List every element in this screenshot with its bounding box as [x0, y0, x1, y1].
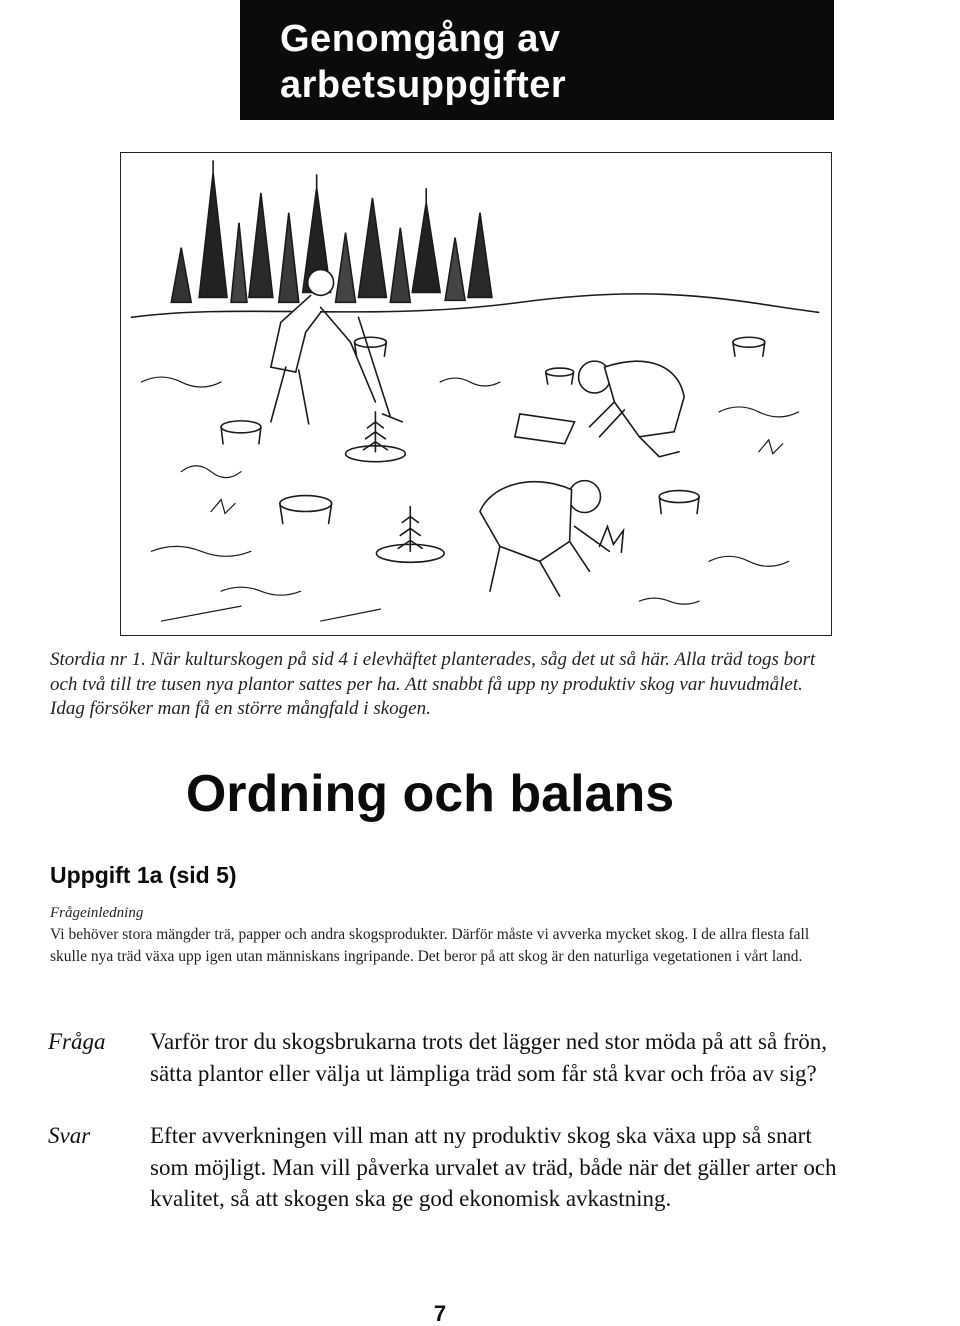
ground-texture [141, 377, 798, 621]
planting-scene-drawing [121, 153, 831, 635]
bending-planter [480, 481, 623, 597]
intro-label: Frågeinledning [50, 905, 144, 921]
task-title: Uppgift 1a (sid 5) [50, 862, 237, 888]
question-label: Fråga [48, 1029, 106, 1054]
title-banner [240, 0, 834, 120]
question-text: Varför tror du skogsbrukarna trots det lägger ned stor möda på att så frön, sätta plantor eller välja ut lämpliga träd som får stå kvar och fröa av sig? [150, 1029, 828, 1086]
kneeling-planter [515, 361, 684, 457]
answer-label: Svar [48, 1123, 91, 1148]
seedlings [346, 412, 445, 562]
answer-text: Efter avverkningen vill man att ny produktiv skog ska växa upp så snart som möjligt. Man vill påverka urvalet av träd, både när det gäller arter och kvalitet, så att skogen ska ge god ekonomisk avkastning. [150, 1123, 837, 1211]
page-title: Genomgång av arbetsuppgifter [280, 18, 567, 106]
intro-text: Vi behöver stora mängder trä, papper och andra skogsprodukter. Därför måste vi avverka mycket skog. I de allra flesta fall skulle nya träd växa upp igen utan människans ingripande. Det beror på att skog är den naturliga vegetationen i vårt land. [50, 926, 810, 965]
section-heading: Ordning och balans [185, 765, 675, 823]
figure-caption: Stordia nr 1. När kulturskogen på sid 4 i elevhäftet planterades, såg det ut så här. Alla träd togs bort och två till tre tusen nya plantor sattes per ha. Att snabbt få upp ny produktiv skog var huvudmålet. Idag försöker man få en större mångfald i skogen. [50, 649, 816, 719]
page-number: 7 [433, 1301, 447, 1326]
forest-planting-illustration [120, 152, 832, 636]
